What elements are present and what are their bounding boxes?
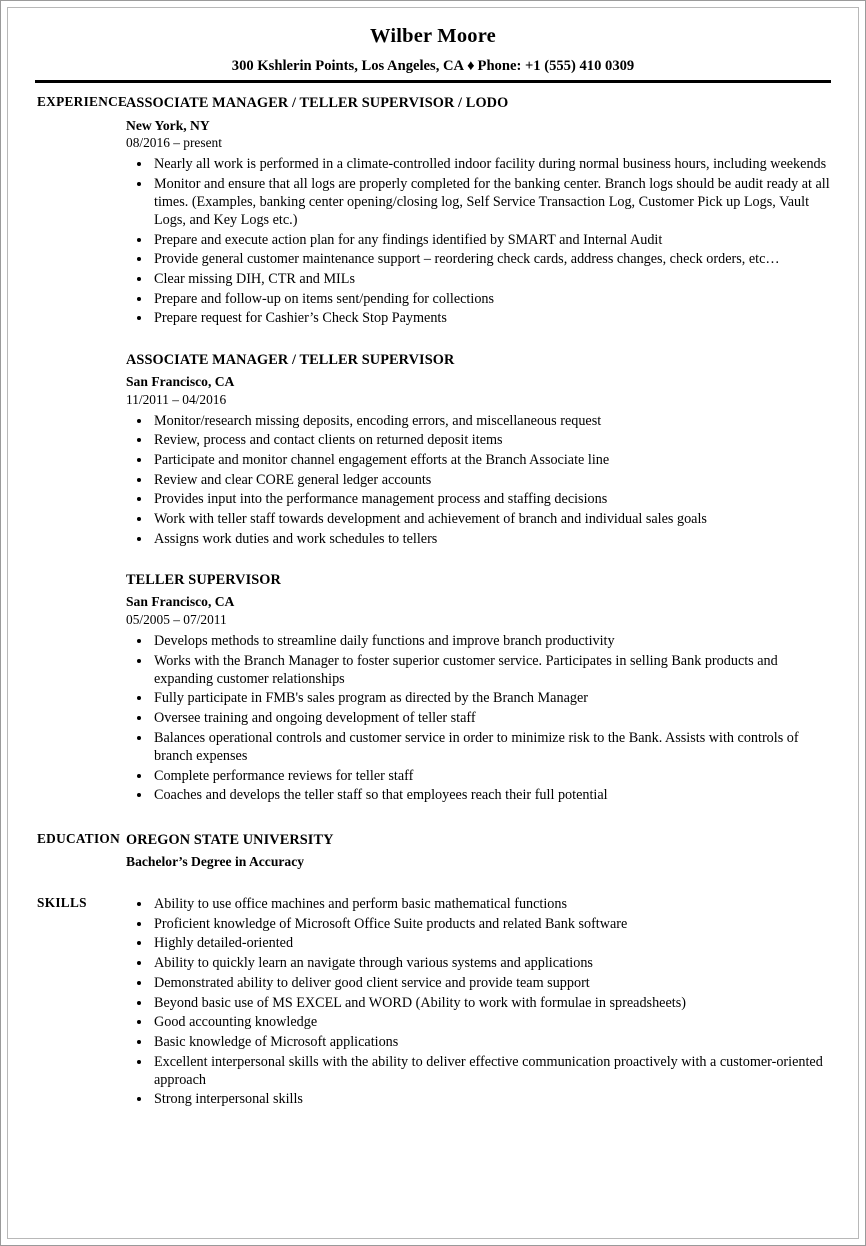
education-degree: Bachelor’s Degree in Accuracy	[126, 854, 305, 870]
job-bullet: Balances operational controls and customer service in order to minimize risk to the Bank. Assists with controls of branch expenses	[126, 729, 836, 765]
job-bullet: Clear missing DIH, CTR and MILs	[126, 270, 836, 288]
job-bullet: Complete performance reviews for teller staff	[126, 767, 836, 785]
skill-bullet: Ability to quickly learn an navigate through various systems and applications	[126, 954, 836, 972]
job-bullet: Provide general customer maintenance support – reordering check cards, address changes, check orders, etc…	[126, 250, 836, 268]
experience-entry	[126, 571, 836, 805]
skill-bullet: Basic knowledge of Microsoft applications	[126, 1033, 836, 1051]
section-label-experience: EXPERIENCE	[37, 94, 128, 110]
job-dates: 08/2016 – present	[126, 135, 222, 151]
job-location: San Francisco, CA	[126, 594, 235, 610]
skill-bullet: Good accounting knowledge	[126, 1013, 836, 1031]
section-label-education: EDUCATION	[37, 830, 120, 846]
skill-bullet: Demonstrated ability to deliver good client service and provide team support	[126, 974, 836, 992]
skill-bullet: Beyond basic use of MS EXCEL and WORD (Ability to work with formulae in spreadsheets)	[126, 994, 836, 1012]
job-bullet: Monitor/research missing deposits, encoding errors, and miscellaneous request	[126, 412, 836, 430]
skills-bullet-list	[126, 895, 836, 1108]
job-bullet: Nearly all work is performed in a climate-controlled indoor facility during normal business hours, including weekends	[126, 155, 836, 173]
job-bullet: Assigns work duties and work schedules to tellers	[126, 530, 836, 548]
job-bullet: Participate and monitor channel engagement efforts at the Branch Associate line	[126, 451, 836, 469]
resume-content	[8, 8, 858, 1238]
job-bullet: Fully participate in FMB's sales program as directed by the Branch Manager	[126, 689, 836, 707]
skill-bullet: Strong interpersonal skills	[126, 1090, 836, 1108]
education-entries	[126, 831, 858, 871]
job-bullet: Prepare and follow-up on items sent/pending for collections	[126, 290, 836, 308]
job-location: New York, NY	[126, 117, 210, 133]
job-bullet: Provides input into the performance management process and staffing decisions	[126, 490, 836, 508]
job-title: ASSOCIATE MANAGER / TELLER SUPERVISOR	[126, 351, 455, 368]
job-bullet: Review, process and contact clients on returned deposit items	[126, 431, 836, 449]
candidate-name: Wilber Moore	[370, 25, 496, 47]
education-school: OREGON STATE UNIVERSITY	[126, 831, 334, 848]
job-title: TELLER SUPERVISOR	[126, 571, 281, 588]
section-label-skills: SKILLS	[37, 895, 87, 911]
contact-address: 300 Kshlerin Points, Los Angeles, CA	[231, 57, 465, 74]
skill-bullet: Highly detailed-oriented	[126, 934, 836, 952]
job-dates: 11/2011 – 04/2016	[126, 391, 227, 407]
contact-line	[8, 58, 858, 76]
section-experience	[8, 94, 858, 806]
experience-entries	[126, 94, 858, 806]
job-dates: 05/2005 – 07/2011	[126, 612, 227, 628]
header-divider	[35, 80, 831, 83]
job-bullet: Oversee training and ongoing development of teller staff	[126, 709, 836, 727]
job-bullet: Coaches and develops the teller staff so that employees reach their full potential	[126, 786, 836, 804]
skill-bullet: Proficient knowledge of Microsoft Office Suite products and related Bank software	[126, 915, 836, 933]
job-bullet: Review and clear CORE general ledger accounts	[126, 471, 836, 489]
diamond-separator-icon: ♦	[467, 57, 475, 74]
contact-phone: Phone: +1 (555) 410 0309	[477, 57, 635, 74]
job-title: ASSOCIATE MANAGER / TELLER SUPERVISOR / LODO	[126, 95, 509, 112]
experience-entry	[126, 351, 836, 548]
job-bullet-list	[126, 632, 836, 805]
section-skills	[8, 895, 858, 1110]
job-location: San Francisco, CA	[126, 374, 235, 390]
job-bullet: Works with the Branch Manager to foster superior customer service. Participates in selling Bank products and expanding customer relationships	[126, 652, 836, 688]
job-bullet: Prepare and execute action plan for any findings identified by SMART and Internal Audit	[126, 231, 836, 249]
job-bullet: Work with teller staff towards development and achievement of branch and individual sales goals	[126, 510, 836, 528]
skill-bullet: Ability to use office machines and perform basic mathematical functions	[126, 895, 836, 913]
job-bullet-list	[126, 412, 836, 548]
job-bullet: Monitor and ensure that all logs are properly completed for the banking center. Branch logs should be audit ready at all times. (Examples, banking center opening/closing log, Self Service Transaction Log, Customer Pick up Logs, Vault Logs, and Key Logs etc.)	[126, 175, 836, 230]
section-education	[8, 831, 858, 871]
experience-entry	[126, 94, 836, 328]
job-bullet: Develops methods to streamline daily functions and improve branch productivity	[126, 632, 836, 650]
skill-bullet: Excellent interpersonal skills with the ability to deliver effective communication proactively with a customer-oriented approach	[126, 1053, 836, 1089]
job-bullet-list	[126, 155, 836, 328]
page-inner-border	[7, 7, 859, 1239]
skills-entries	[126, 895, 858, 1110]
job-bullet: Prepare request for Cashier’s Check Stop Payments	[126, 309, 836, 327]
